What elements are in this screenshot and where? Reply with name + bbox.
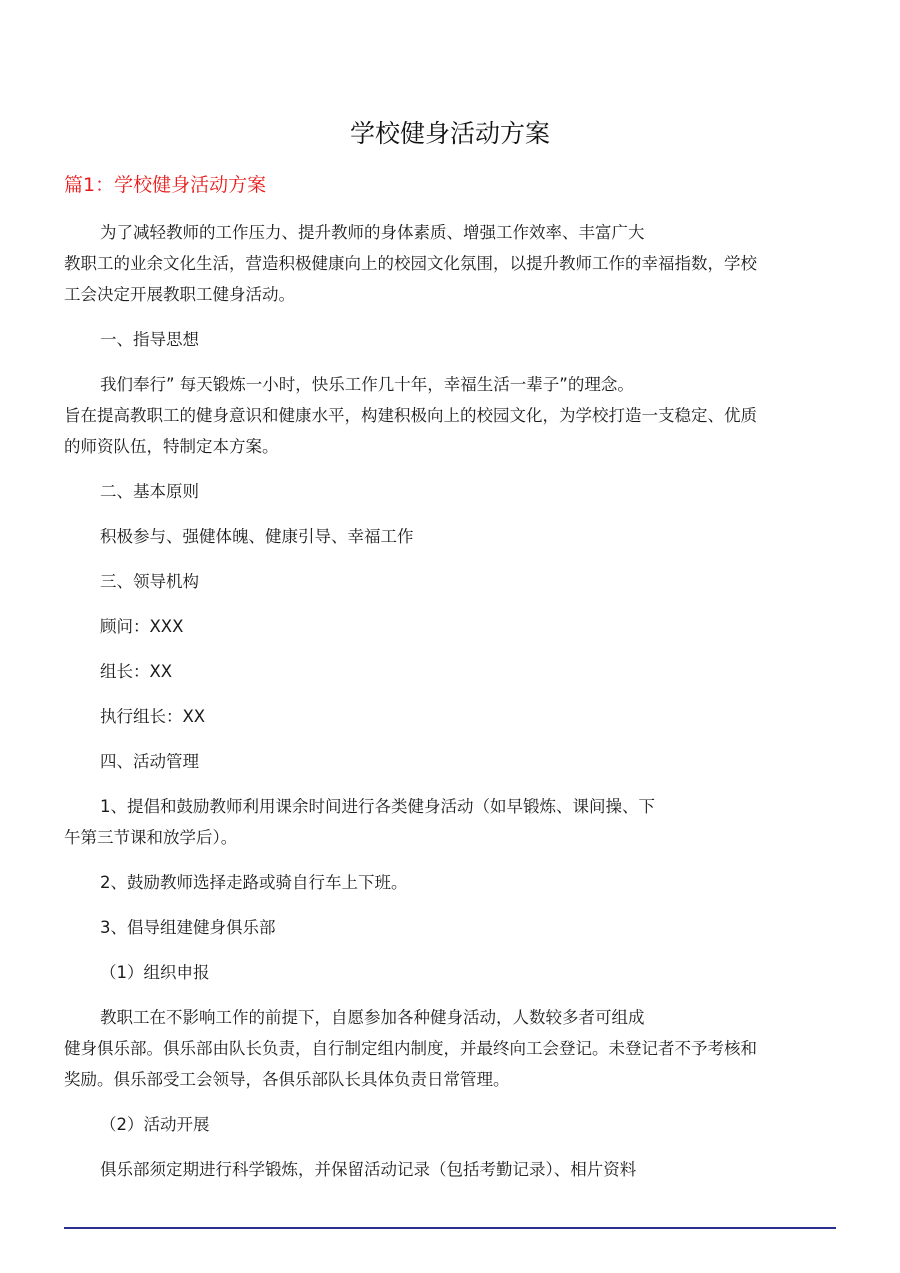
leadership-heading: 三、领导机构 [100, 572, 199, 591]
guiding-thought-heading: 一、指导思想 [100, 330, 199, 349]
section-heading: 篇1：学校健身活动方案 [64, 174, 267, 196]
principles-heading: 二、基本原则 [100, 482, 199, 501]
item-1-line-1: 1、提倡和鼓励教师利用课余时间进行各类健身活动（如早锻炼、课间操、下 [100, 797, 655, 816]
item-2-paragraph: 2、鼓励教师选择走路或骑自行车上下班。 [100, 873, 408, 892]
sub-1-paragraph [64, 1002, 836, 1095]
item-1-line-2: 午第三节课和放学后）。 [64, 828, 238, 847]
sub-2-heading: （2）活动开展 [100, 1115, 210, 1134]
sub-2-paragraph: 俱乐部须定期进行科学锻炼，并保留活动记录（包括考勤记录）、相片资料 [100, 1160, 637, 1179]
management-heading: 四、活动管理 [100, 752, 199, 771]
sub-1-line-3: 奖励。俱乐部受工会领导，各俱乐部队长具体负责日常管理。 [64, 1070, 510, 1089]
footer-rule [64, 1227, 836, 1229]
guiding-line-1: 我们奉行” 每天锻炼一小时，快乐工作几十年，幸福生活一辈子”的理念。 [100, 375, 634, 394]
item-1-paragraph [64, 791, 836, 853]
guiding-thought-paragraph [64, 369, 836, 462]
sub-1-heading: （1）组织申报 [100, 963, 210, 982]
intro-line-3: 工会决定开展教职工健身活动。 [64, 285, 295, 304]
guiding-line-3: 的师资队伍，特制定本方案。 [64, 437, 279, 456]
sub-1-line-1: 教职工在不影响工作的前提下，自愿参加各种健身活动，人数较多者可组成 [100, 1008, 645, 1027]
document-body [64, 217, 836, 1199]
advisor-line: 顾问：XXX [100, 617, 184, 636]
document-title: 学校健身活动方案 [349, 119, 550, 148]
principles-text: 积极参与、强健体魄、健康引导、幸福工作 [100, 527, 414, 546]
intro-line-2: 教职工的业余文化生活，营造积极健康向上的校园文化氛围，以提升教师工作的幸福指数，学校 [64, 254, 757, 273]
intro-line-1: 为了减轻教师的工作压力、提升教师的身体素质、增强工作效率、丰富广大 [100, 223, 645, 242]
guiding-line-2: 旨在提高教职工的健身意识和健康水平，构建积极向上的校园文化，为学校打造一支稳定、优质 [64, 406, 757, 425]
leader-line: 组长：XX [100, 662, 173, 681]
sub-1-line-2: 健身俱乐部。俱乐部由队长负责，自行制定组内制度，并最终向工会登记。未登记者不予考核和 [64, 1039, 757, 1058]
item-3-paragraph: 3、倡导组建健身俱乐部 [100, 918, 276, 937]
intro-paragraph [64, 217, 836, 310]
exec-leader-line: 执行组长：XX [100, 707, 206, 726]
